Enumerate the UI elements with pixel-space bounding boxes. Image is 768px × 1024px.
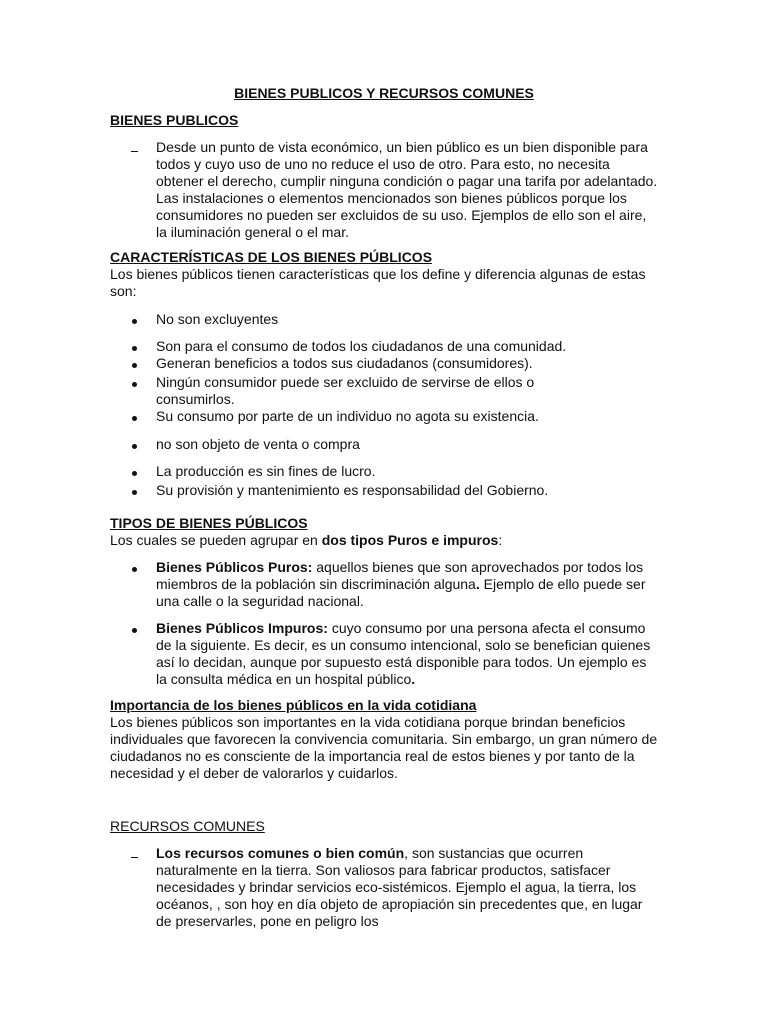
section-heading-recursos-comunes: RECURSOS COMUNES: [110, 818, 265, 834]
list-item: [110, 139, 670, 239]
recursos-comunes-text: Los recursos comunes o bien común, son sustancias que ocurren naturalmente en la tierra. Son valiosos para fabricar productos, satisfacer necesidades y brindar servicios eco-sistémicos. Ejemplo el agua, la tierra, los océanos, , son hoy en día objeto de apropiación sin precedentes que, en lugar de preservarles, pone en peligro los: [156, 845, 643, 929]
list-item-text: Su provisión y mantenimiento es responsabilidad del Gobierno.: [156, 482, 549, 498]
section-heading-caracteristicas: CARACTERÍSTICAS DE LOS BIENES PÚBLICOS: [110, 249, 433, 265]
tipo-puros-text: Bienes Públicos Puros: aquellos bienes que son aprovechados por todos los miembros de la población sin discriminación alguna. Ejemplo de ello puede ser una calle o la seguridad nacional.: [156, 559, 646, 609]
bullet-marker: [130, 311, 150, 328]
page-title: BIENES PUBLICOS Y RECURSOS COMUNES: [234, 85, 534, 101]
list-item-text: Generan beneficios a todos sus ciudadanos (consumidores).: [156, 355, 533, 371]
bullet-marker: [130, 559, 150, 576]
bullet-marker: [130, 436, 150, 453]
list-item-text: La producción es sin fines de lucro.: [156, 463, 376, 479]
bullet-marker: [130, 408, 150, 425]
bullet-marker: [130, 374, 150, 391]
list-item-text: No son excluyentes: [156, 311, 279, 327]
list-item-text: Ningún consumidor puede ser excluido de servirse de ellos o consumirlos.: [156, 374, 535, 407]
bullet-marker: [130, 355, 150, 372]
section-heading-tipos: TIPOS DE BIENES PÚBLICOS: [110, 515, 308, 531]
dash-marker: [130, 139, 150, 156]
definition-text: Desde un punto de vista económico, un bien público es un bien disponible para todos y cuyo uso de uno no reduce el uso de otro. Para esto, no necesita obtener el derecho, cumplir ninguna condición o pagar una tarifa por adelantado. Las instalaciones o elementos mencionados son bienes públicos porque los consumidores no pueden ser excluidos de su uso. Ejemplos de ello son el aire, la iluminación general o el mar.: [156, 139, 658, 240]
bullet-marker: [130, 620, 150, 637]
bullet-marker: [130, 463, 150, 480]
bullet-marker: [130, 482, 150, 499]
bullet-marker: [130, 338, 150, 355]
section-heading-importancia: Importancia de los bienes públicos en la vida cotidiana: [110, 697, 477, 713]
dash-marker: [130, 845, 150, 862]
tipo-impuros-text: Bienes Públicos Impuros: cuyo consumo por una persona afecta el consumo de la siguiente. Es decir, es un consumo intencional, solo se benefician quienes así lo decidan, aunque por supuesto está disponible para todos. Un ejemplo es la consulta médica en un hospital público.: [156, 620, 651, 687]
list-item-text: Su consumo por parte de un individuo no agota su existencia.: [156, 408, 539, 424]
list-item-text: no son objeto de venta o compra: [156, 436, 360, 452]
tipos-intro: Los cuales se pueden agrupar en dos tipos Puros e impuros:: [110, 532, 503, 548]
list-item-text: Son para el consumo de todos los ciudadanos de una comunidad.: [156, 338, 567, 354]
caracteristicas-intro: Los bienes públicos tienen características que los define y diferencia algunas de estas son:: [110, 266, 646, 299]
importancia-text: Los bienes públicos son importantes en la vida cotidiana porque brindan beneficios individuales que favorecen la convivencia comunitaria. Sin embargo, un gran número de ciudadanos no es consciente de la importancia real de estos bienes y por tanto de la necesidad y el deber de valorarlos y cuidarlos.: [110, 714, 658, 781]
section-heading-bienes-publicos: BIENES PUBLICOS: [110, 112, 239, 128]
